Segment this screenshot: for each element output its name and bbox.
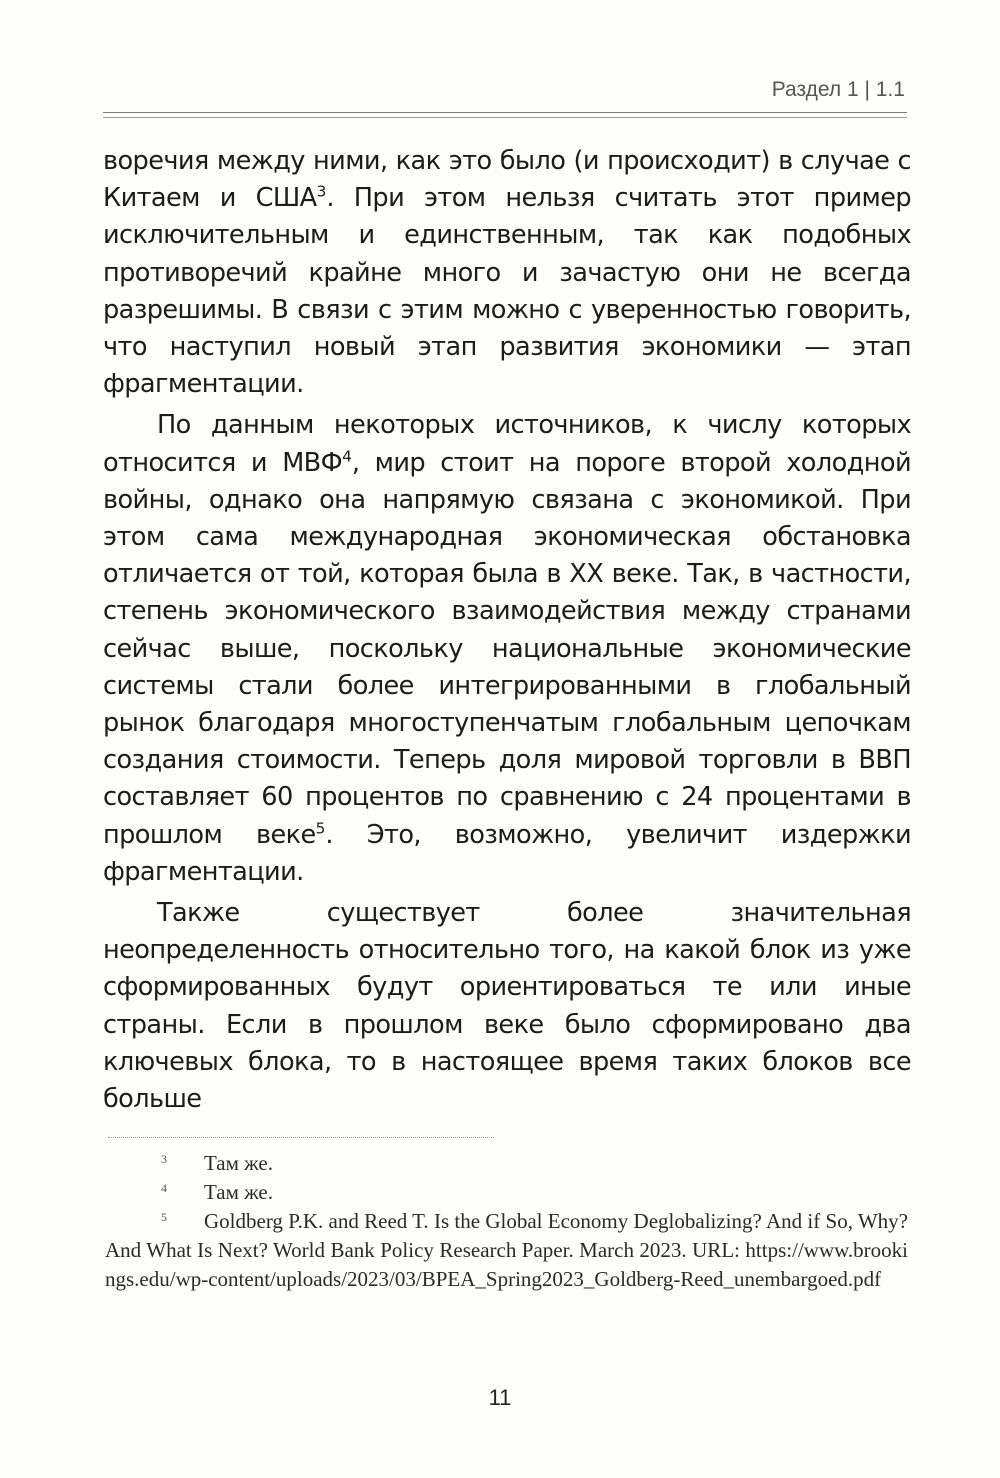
footnote-text: Там же.	[204, 1180, 273, 1204]
header-rule-thin	[103, 117, 907, 118]
paragraph-text: . Это, возможно, увеличит издержки фрагментации.	[103, 819, 911, 887]
paragraph-text: По данным некоторых источников, к числу которых относится и МВФ	[103, 410, 911, 478]
header-rule	[103, 112, 907, 113]
footnote-ref[interactable]: 3	[316, 182, 327, 201]
paragraph-text: . При этом нельзя считать этот пример исключительным и единственным, так как подобных противоречий крайне много и зачастую они не всегда разрешимы. В связи с этим можно с уверенностью говорить, что наступил новый этап развития экономики — этап фрагментации.	[103, 183, 911, 400]
footnotes	[105, 1149, 908, 1294]
footnote-5	[105, 1207, 908, 1294]
running-header: Раздел 1 | 1.1	[771, 78, 905, 101]
footnote-text[interactable]: Goldberg P.K. and Reed T. Is the Global Economy Deglobalizing? And if So, Why? And What Is Next? World Bank Policy Research Paper. March 2023. URL: https://www.brookings.edu/wp-content/uploads/2023/03/BPEA_Spring2023_Goldberg-Reed_unembargoed.pdf	[105, 1209, 908, 1291]
footnote-mark: 5	[161, 1210, 167, 1224]
footnote-ref[interactable]: 5	[315, 819, 326, 838]
paragraph-text: , мир стоит на пороге второй холодной войны, однако она напрямую связана с экономикой. При этом сама международная экономическая обстановка отличается от той, которая была в XX веке. Так, в частности, степень экономического взаимодействия между странами сейчас выше, поскольку национальные экономические системы стали более интегрированными в глобальный рынок благодаря многоступенчатым глобальным цепочкам создания стоимости. Теперь доля мировой торговли в ВВП составляет 60 процентов по сравнению с 24 процентами в прошлом веке	[103, 447, 911, 850]
footnote-mark: 3	[161, 1152, 167, 1166]
paragraph-3	[103, 895, 911, 1118]
footnote-ref[interactable]: 4	[342, 447, 352, 466]
paragraph-text: Также существует более значительная неопределенность относительно того, на какой блок из уже сформированных будут ориентироваться те или иные страны. Если в прошлом веке было сформировано два ключевых блока, то в настоящее время таких блоков все больше	[103, 898, 911, 1115]
footnote-4	[105, 1178, 908, 1207]
paragraph-text: воречия между ними, как это было (и происходит) в случае с Китаем и США	[103, 146, 911, 214]
footnote-mark: 4	[161, 1181, 167, 1195]
paragraph-1	[103, 143, 911, 403]
footnote-separator	[108, 1137, 494, 1138]
paragraph-2	[103, 407, 911, 891]
page-number: 11	[488, 1385, 512, 1410]
footnote-text: Там же.	[204, 1151, 273, 1175]
footnote-3	[105, 1149, 908, 1178]
body-text	[103, 143, 911, 1118]
